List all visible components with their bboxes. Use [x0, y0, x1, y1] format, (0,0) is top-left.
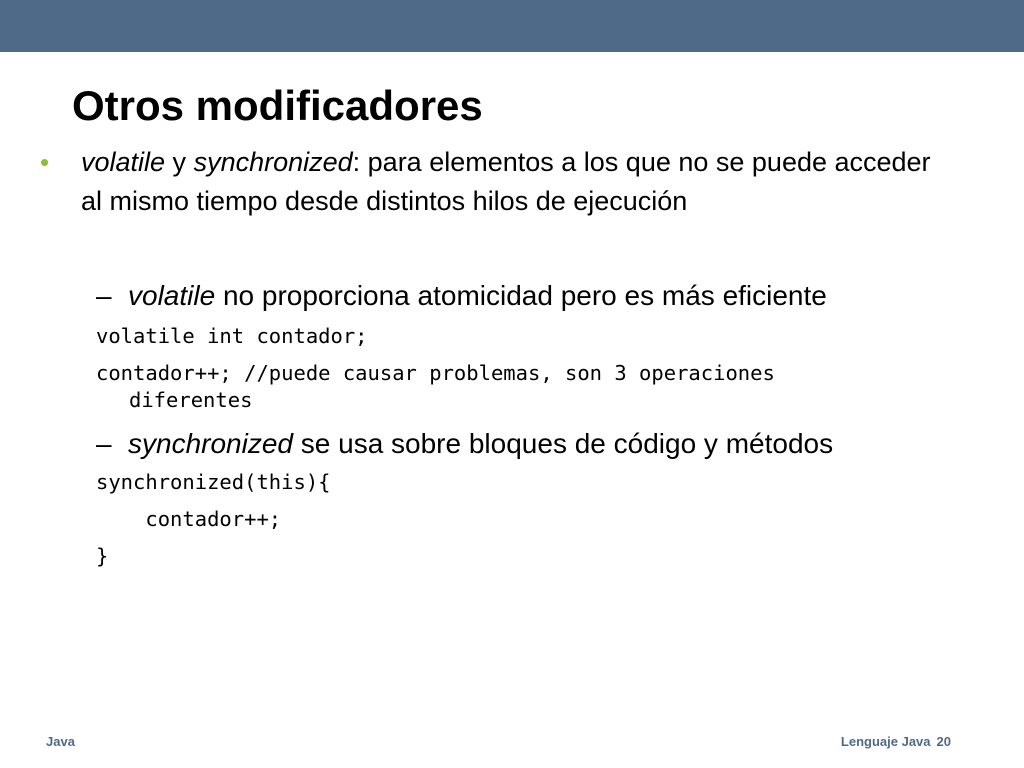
code-increment-continuation: diferentes	[129, 388, 253, 412]
footer-course-title: Lenguaje Java	[840, 734, 931, 749]
sub-dash-icon: –	[96, 428, 112, 459]
code-line-increment	[96, 360, 775, 414]
sub-item-synchronized	[96, 426, 1006, 462]
sub-item-volatile	[96, 278, 1006, 314]
code-line-sync-body: contador++;	[96, 507, 282, 531]
footer-left: Java	[46, 734, 75, 749]
keyword-volatile: volatile	[81, 147, 166, 177]
keyword-synchronized: synchronized	[193, 147, 353, 177]
bullet-dot-icon: •	[40, 147, 50, 177]
sub-keyword-synchronized: synchronized	[128, 428, 293, 459]
code-line-declaration: volatile int contador;	[96, 324, 368, 348]
code-increment-text: contador++; //puede causar problemas, son 3 operaciones	[96, 361, 775, 385]
sub-keyword-volatile: volatile	[128, 280, 216, 311]
page-number: 20	[936, 734, 951, 749]
bullet-description: : para elementos a los que no se puede acceder al mismo tiempo desde distintos hilos de ejecución	[81, 147, 931, 216]
slide-title: Otros modificadores	[72, 82, 483, 129]
main-bullet	[40, 143, 940, 220]
code-line-sync-open: synchronized(this){	[96, 470, 331, 494]
sub-dash-icon: –	[96, 280, 112, 311]
sub-item-text: no proporciona atomicidad pero es más eficiente	[215, 280, 827, 311]
top-bar	[0, 0, 1024, 52]
main-bullet-text	[81, 143, 940, 220]
bullet-connector: y	[165, 147, 194, 177]
footer-right	[841, 734, 951, 749]
sub-item-text: se usa sobre bloques de código y métodos	[292, 428, 834, 459]
code-line-sync-close: }	[96, 544, 109, 568]
